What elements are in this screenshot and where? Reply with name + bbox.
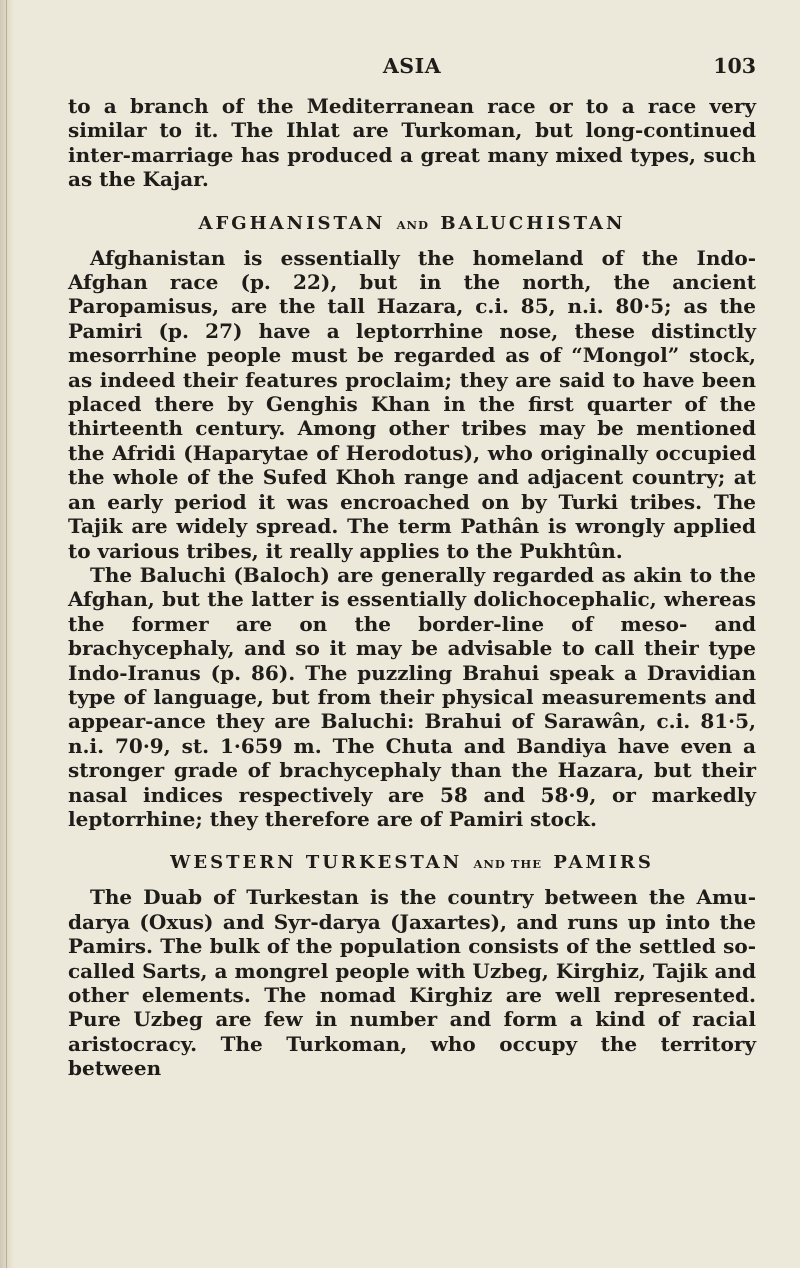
heading-part: AFGHANISTAN (198, 212, 386, 234)
running-head: ASIA (382, 54, 442, 78)
section-heading-afghanistan (68, 213, 756, 234)
heading-part: WESTERN TURKESTAN (170, 852, 463, 874)
heading-conjunction: AND THE (473, 857, 543, 872)
page-number: 103 (713, 54, 756, 78)
paragraph-afghanistan: Afghanistan is essentially the homeland of the Indo-Afghan race (p. 22), but in the north, the ancient Paropamisus, are the tall Hazara, c.i. 85, n.i. 80·5; as the Pamiri (p. 27) have a leptorrhine nose, these distinctly mesorrhine people must be regarded as of “Mongol” stock, as indeed their features proclaim; they are said to have been placed there by Genghis Khan in the first quarter of the thirteenth century. Among other tribes may be mentioned the Afridi (Haparytae of Herodotus), who originally occupied the whole of the Sufed Khoh range and adjacent country; at an early period it was encroached on by Turki tribes. The Tajik are widely spread. The term Pathân is wrongly applied to various tribes, it really applies to the Pukhtûn. (68, 245, 756, 563)
paragraph-turkestan: The Duab of Turkestan is the country between the Amu-darya (Oxus) and Syr-darya (Jaxartes), and runs up into the Pamirs. The bulk of the population consists of the settled so-called Sarts, a mongrel people with Uzbeg, Kirghiz, Tajik and other elements. The nomad Kirghiz are well represented. Pure Uzbeg are few in number and form a kind of racial aristocracy. The Turkoman, who occupy the territory between (68, 885, 756, 1081)
heading-part: BALUCHISTAN (440, 212, 626, 234)
heading-part: PAMIRS (553, 852, 654, 874)
binding-line (6, 0, 7, 1268)
book-page (68, 50, 756, 1081)
paragraph-baluchi: The Baluchi (Baloch) are generally regarded as akin to the Afghan, but the latter is essentially dolichocephalic, whereas the former are on the border-line of meso- and brachycephaly, and so it may be advisable to call their type Indo-Iranus (p. 86). The puzzling Brahui speak a Dravidian type of language, but from their physical measurements and appear-ance they are Baluchi: Brahui of Sarawân, c.i. 81·5, n.i. 70·9, st. 1·659 m. The Chuta and Bandiya have even a stronger grade of brachycephaly than the Hazara, but their nasal indices respectively are 58 and 58·9, or markedly leptorrhine; they therefore are of Pamiri stock. (68, 562, 756, 831)
page-gutter-shadow (0, 0, 14, 1268)
heading-conjunction: AND (396, 217, 430, 232)
section-heading-turkestan (68, 852, 756, 873)
page-header (68, 50, 756, 90)
paragraph-continuation: to a branch of the Mediterranean race or to a race very similar to it. The Ihlat are Turkoman, but long-continued inter-marriage has produced a great many mixed types, such as the Kajar. (68, 94, 756, 192)
